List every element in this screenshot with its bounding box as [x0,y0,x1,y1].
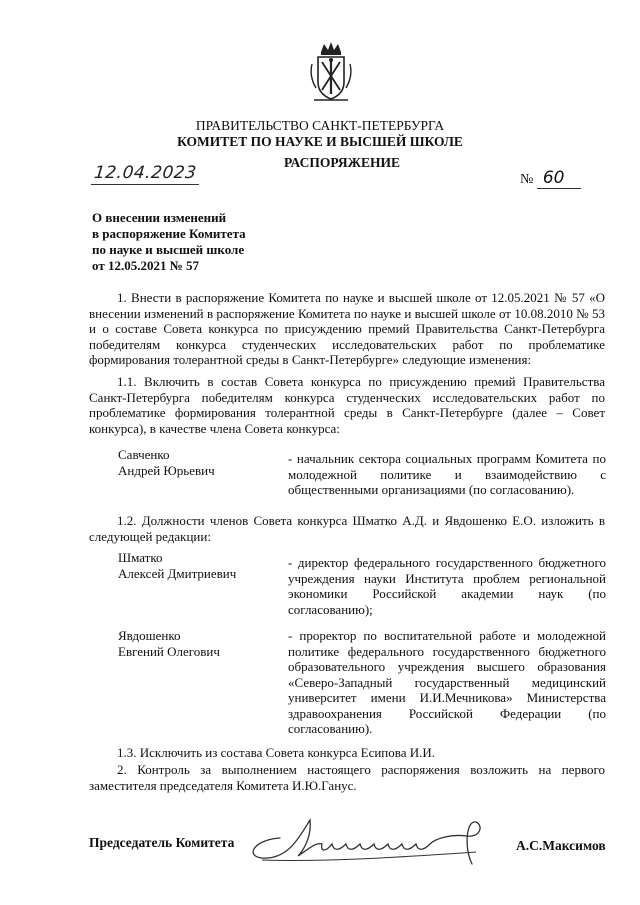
paragraph-1: 1. Внести в распоряжение Комитета по науке и высшей школе от 12.05.2021 № 57 «О внесении изменений в распоряжение Комитета по науке и высшей школе от 10.08.2010 № 53 и о составе Совета конкурса по присуждению премий Правительства Санкт-Петербурга победителям конкурса студенческих исследовательских работ по проблематике формирования толерантной среды в Санкт-Петербурге» следующие изменения: [89,290,605,367]
member-role: - директор федерального государственного бюджетного учреждения науки Института проблем региональной экономики Российской академии наук (по согласованию); [288,555,606,617]
member-role: - начальник сектора социальных программ Комитета по молодежной политике и взаимодействию с общественными организациями (по согласованию). [288,451,606,497]
subject-line: от 12.05.2021 № 57 [92,258,200,273]
document-date: 12.04.2023 [91,163,202,185]
subject-block [92,210,246,274]
signatory-name: А.С.Максимов [516,838,606,853]
member-surname: Шматко [118,550,163,565]
member-given-name: Алексей Дмитриевич [118,566,237,581]
member-surname: Савченко [118,447,170,462]
document-type: РАСПОРЯЖЕНИЕ [283,155,401,170]
signatory-title: Председатель Комитета [89,835,235,850]
government-title: ПРАВИТЕЛЬСТВО САНКТ-ПЕТЕРБУРГА [195,118,445,133]
number-label: № [520,172,534,187]
paragraph-2: 2. Контроль за выполнением настоящего распоряжения возложить на первого заместителя председателя Комитета И.Ю.Ганус. [89,762,605,793]
subject-line: в распоряжение Комитета [92,226,246,241]
coat-of-arms-icon [308,42,354,104]
member-surname: Явдошенко [118,628,181,643]
member-given-name: Евгений Олегович [118,644,220,659]
member-given-name: Андрей Юрьевич [118,463,215,478]
handwritten-signature [240,808,510,870]
committee-title: КОМИТЕТ ПО НАУКЕ И ВЫСШЕЙ ШКОЛЕ [177,134,463,149]
number-value: 60 [537,168,581,189]
member-role: - проректор по воспитательной работе и молодежной политике федерального государственного бюджетного образовательного учреждения высшего образования «Северо-Западный государственный медицинский университет имени И.И.Мечникова» Министерства здравоохранения Российской Федерации (по согласованию). [288,628,606,736]
paragraph-1-3: 1.3. Исключить из состава Совета конкурса Есипова И.И. [117,745,436,760]
paragraph-1-1: 1.1. Включить в состав Совета конкурса по присуждению премий Правительства Санкт-Петербурга победителям конкурса студенческих исследовательских работ по проблематике формирования толерантной среды в Санкт-Петербурге (далее – Совет конкурса), в качестве члена Совета конкурса: [89,374,605,436]
subject-line: О внесении изменений [92,210,227,225]
paragraph-1-2: 1.2. Должности членов Совета конкурса Шматко А.Д. и Явдошенко Е.О. изложить в следующей редакции: [89,513,605,544]
subject-line: по науке и высшей школе [92,242,245,257]
document-number [520,168,581,189]
